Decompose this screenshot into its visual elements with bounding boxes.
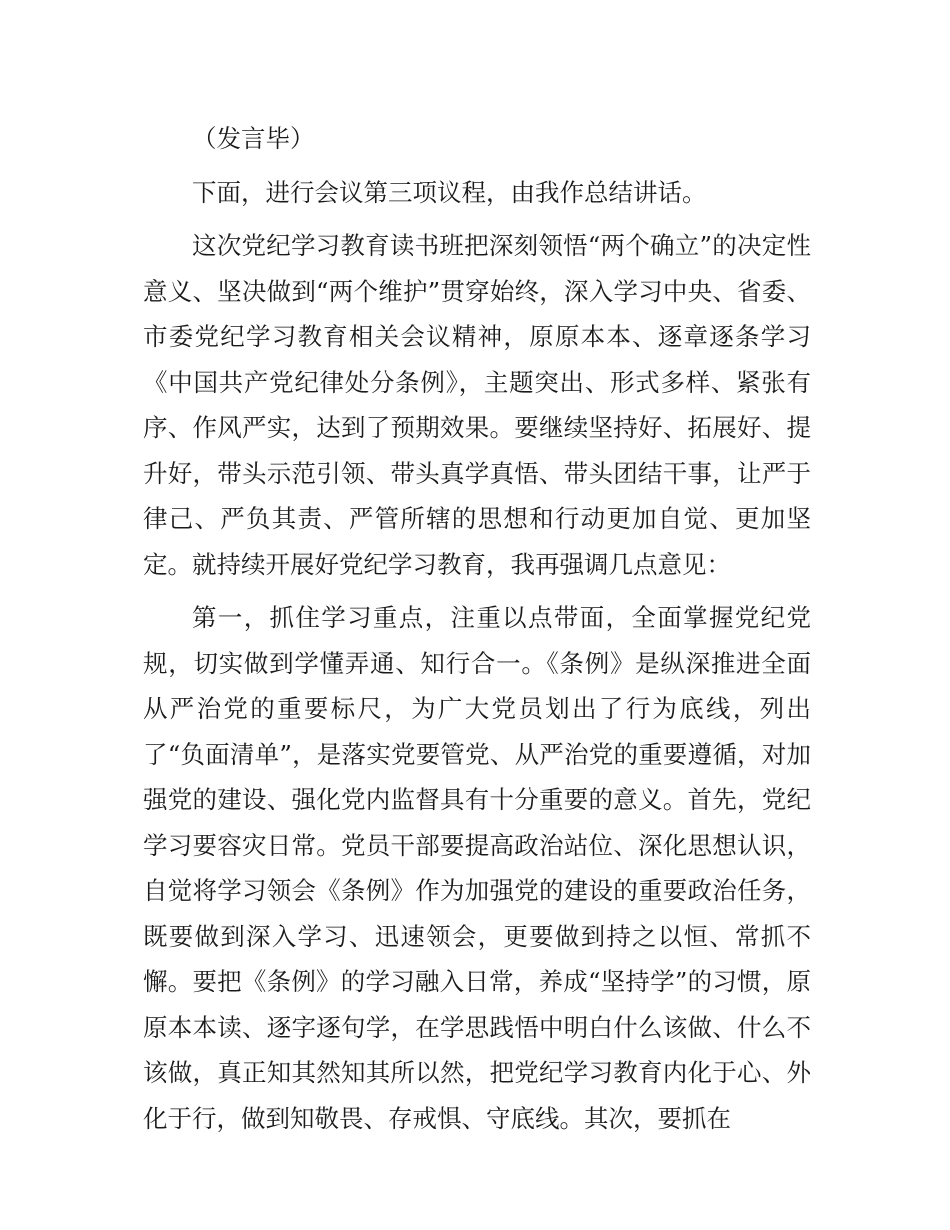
paragraph-point-one: 第一，抓住学习重点，注重以点带面，全面掌握党纪党规，切实做到学懂弄通、知行合一。《条例》是纵深推进全面从严治党的重要标尺，为广大党员划出了行为底线，列出了“负面清单”，是落实党要管党、从严治党的重要遵循，对加强党的建设、强化党内监督具有十分重要的意义。首先，党纪学习要容灾日常。党员干部要提高政治站位、深化思想认识，自觉将学习领会《条例》作为加强党的建设的重要政治任务，既要做到深入学习、迅速领会，更要做到持之以恒、常抓不懈。要把《条例》的学习融入日常，养成“坚持学”的习惯，原原本本读、逐字逐句学，在学思践悟中明白什么该做、什么不该做，真正知其然知其所以然，把党纪学习教育内化于心、外化于行，做到知敬畏、存戒惧、守底线。其次，要抓在 — [143, 603, 811, 1133]
paragraph-agenda: 下面，进行会议第三项议程，由我作总结讲话。 — [192, 177, 707, 207]
paragraph-summary: 这次党纪学习教育读书班把深刻领悟“两个确立”的决定性意义、坚决做到“两个维护”贯穿始终，深入学习中央、省委、市委党纪学习教育相关会议精神，原原本本、逐章逐条学习《中国共产党纪律处分条例》，主题突出、形式多样、紧张有序、作风严实，达到了预期效果。要继续坚持好、拓展好、提升好，带头示范引领、带头真学真悟、带头团结干事，让严于律己、严负其责、严管所辖的思想和行动更加自觉、更加坚定。就持续开展好党纪学习教育，我再强调几点意见： — [143, 231, 811, 579]
paragraph-speech-end: （发言毕） — [192, 124, 315, 153]
document-body — [143, 116, 811, 1149]
